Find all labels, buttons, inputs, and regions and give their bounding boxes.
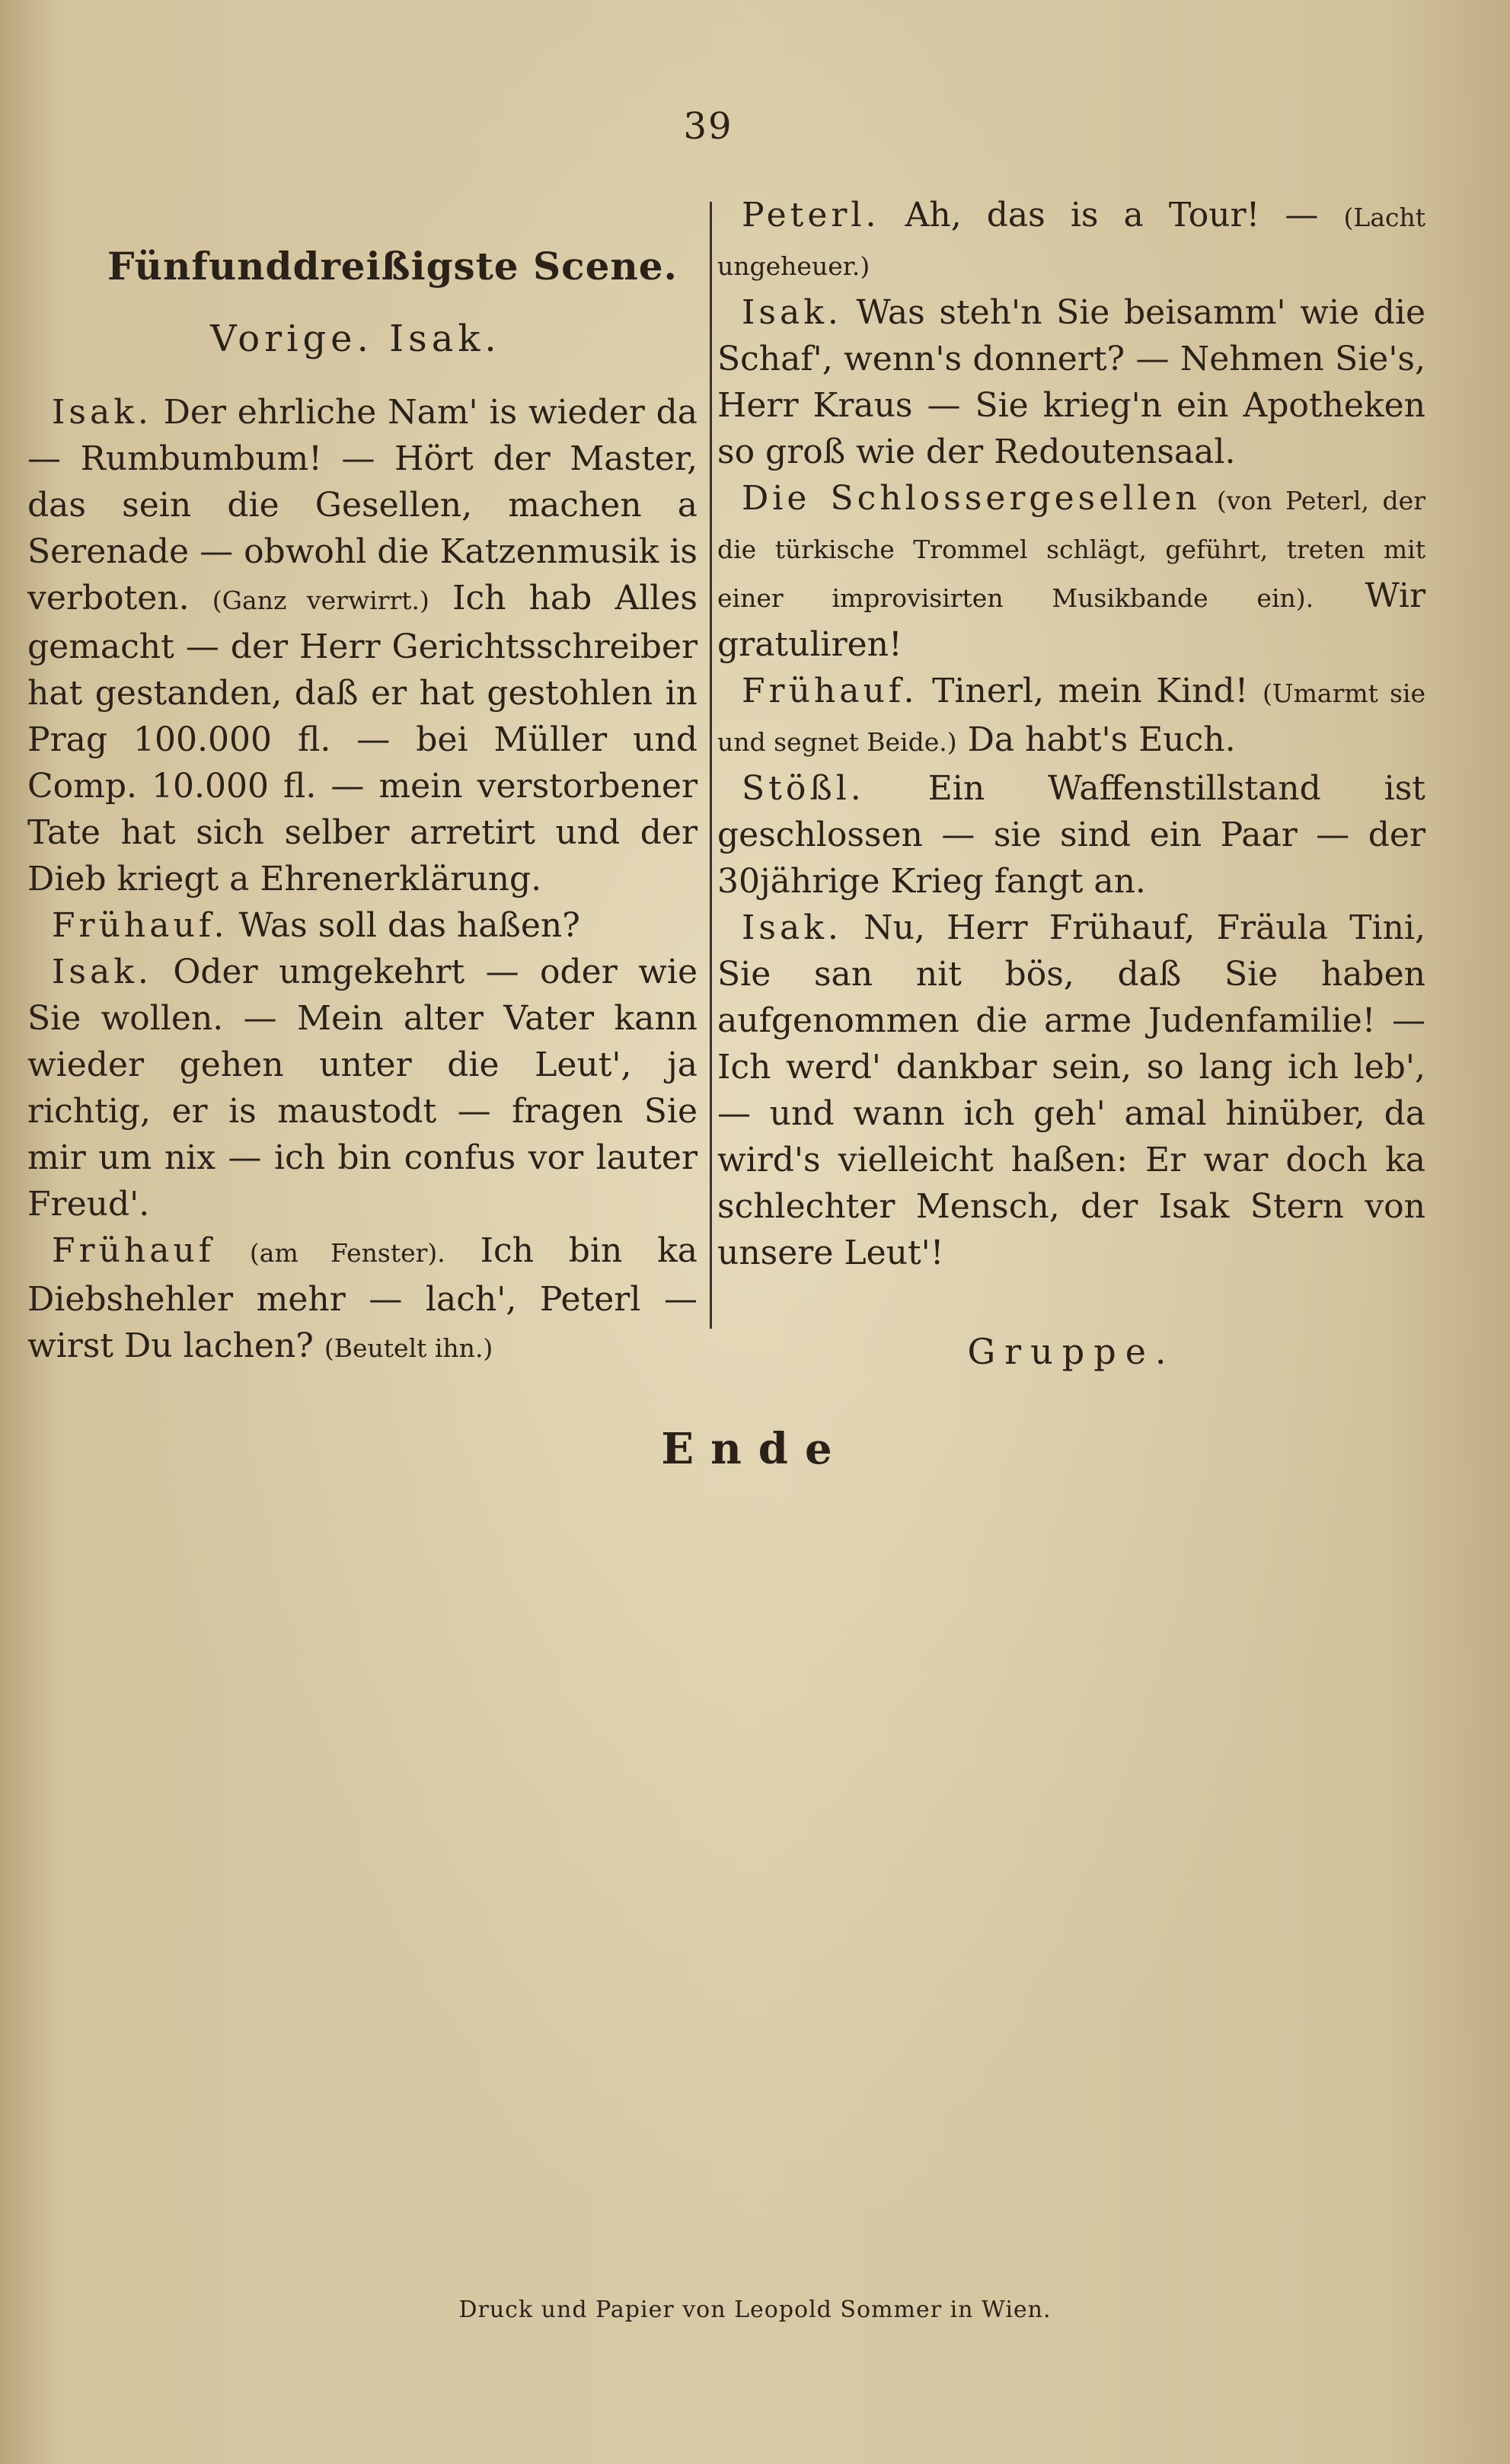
speech-text: Was steh'n Sie beisamm' wie die Schaf', wenn's donnert? — Nehmen Sie's, Herr Kraus — Sie krieg'n ein Apotheken so groß wie der Redoutensaal. <box>717 293 1425 471</box>
speaker-name: Frühauf. <box>742 672 918 710</box>
speech-text: Der ehrliche Nam' is wieder da — Rumbumbum! — Hört der Master, das sein die Gesellen, machen a Serenade — obwohl die Katzenmusik is verboten. <box>27 393 698 618</box>
speech-block <box>27 389 698 902</box>
speaker-name: Frühauf <box>52 1231 215 1270</box>
printer-imprint: Druck und Papier von Leopold Sommer in Wien. <box>458 2296 1052 2323</box>
speech-text: Oder umgekehrt — oder wie Sie wollen. — Mein alter Vater kann wieder gehen unter die Leut', ja richtig, er is maustodt — fragen Sie mir um nix — ich bin confus vor lauter Freud'. <box>27 953 698 1224</box>
speech-text: Was soll das haßen? <box>238 906 580 945</box>
stage-direction: (von Peterl, der die türkische Trommel schlägt, geführt, treten mit einer improvisirten Musikbande ein). <box>717 486 1425 613</box>
speaker-name: Frühauf. <box>52 906 228 945</box>
scene-title: Fünfunddreißigste Scene. <box>107 244 678 289</box>
page-number: 39 <box>683 105 733 148</box>
ende-heading: Ende <box>661 1424 849 1474</box>
speech-block <box>717 475 1425 668</box>
speech-block <box>717 765 1425 905</box>
right-column <box>717 192 1425 1372</box>
speech-text: Ich bin ka Diebshehler mehr — lach', Peterl — wirst Du lachen? <box>27 1231 698 1365</box>
speech-block <box>717 289 1425 475</box>
speech-text: Wir gratuliren! <box>717 576 1425 664</box>
speaker-name: Isak. <box>742 908 842 947</box>
speech-block <box>27 902 698 949</box>
stage-direction: (Umarmt sie und segnet Beide.) <box>717 678 1425 757</box>
speaker-name: Stößl. <box>742 769 865 808</box>
stage-direction: (Ganz verwirrt.) <box>212 586 429 615</box>
speech-text: Ein Waffenstillstand ist geschlossen — sie sind ein Paar — der 30jährige Krieg fangt an. <box>717 769 1425 901</box>
stage-direction: (am Fenster). <box>249 1238 445 1268</box>
speech-block <box>717 905 1425 1276</box>
stage-direction: (Lacht ungeheuer.) <box>717 203 1425 281</box>
speaker-name: Isak. <box>742 293 842 332</box>
left-column <box>27 190 698 1371</box>
stage-direction: (Beutelt ihn.) <box>324 1333 493 1363</box>
scene-cast: Vorige. Isak. <box>210 318 501 360</box>
column-divider <box>710 202 712 1329</box>
speech-text: Tinerl, mein Kind! <box>932 672 1249 710</box>
speaker-name: Peterl. <box>742 196 880 235</box>
speech-text: Ah, das is a Tour! — <box>905 196 1319 235</box>
speech-block <box>717 192 1425 289</box>
speech-block <box>27 1227 698 1371</box>
speaker-name: Isak. <box>52 953 152 991</box>
speech-text: Nu, Herr Frühauf, Fräula Tini, Sie san nit bös, daß Sie haben aufgenommen die arme Judenfamilie! — Ich werd' dankbar sein, so lang ich leb', — und wann ich geh' amal hinüber, da wird's vielleicht haßen: Er war doch ka schlechter Mensch, der Isak Stern von unsere Leut'! <box>717 908 1425 1272</box>
speech-block <box>27 949 698 1227</box>
speech-block <box>717 668 1425 765</box>
closing-direction: Gruppe. <box>967 1331 1176 1372</box>
speech-text-continued: Da habt's Euch. <box>967 720 1236 759</box>
speaker-name: Die Schlossergesellen <box>742 479 1201 518</box>
speaker-name: Isak. <box>52 393 152 432</box>
speech-text-continued: Ich hab Alles gemacht — der Herr Gerichtsschreiber hat gestanden, daß er hat gestohlen in Prag 100.000 fl. — bei Müller und Comp. 10.000 fl. — mein verstorbener Tate hat sich selber arretirt und der Dieb kriegt a Ehrenerklärung. <box>27 579 698 898</box>
